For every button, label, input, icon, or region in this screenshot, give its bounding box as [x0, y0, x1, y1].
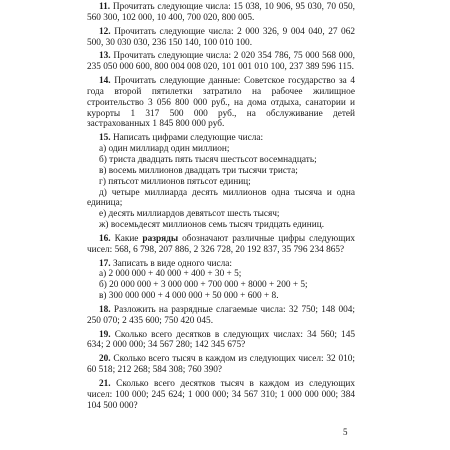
list-item: д) четыре миллиарда десять миллионов одна тысяча и одна единица; [87, 187, 355, 209]
problem-11 [87, 2, 355, 24]
page-content [87, 2, 355, 412]
problem-21 [87, 379, 355, 412]
problem-number: 19. [99, 329, 111, 340]
problem-number: 13. [99, 51, 111, 62]
problem-text: Прочитать следующие данные: Советское государство за 4 года второй пятилетки затратило на рабочее жилищное строительство 3 056 800 000 руб., на дома отдыха, санатории и курорты 1 317 500 000 руб., на обслуживание детей застрахованных 1 845 800 000 руб. [87, 76, 356, 130]
problem-text: Записать в виде одного числа: [112, 258, 232, 269]
problem-number: 20. [99, 354, 111, 365]
problem-text: Прочитать следующие числа: 2 000 326, 9 004 040, 27 062 500, 30 030 030, 236 150 140, 100 010 100. [87, 26, 355, 48]
problem-text: Прочитать следующие числа: 15 038, 10 906, 95 030, 70 050, 560 300, 102 000, 10 400, 700 020, 800 005. [87, 2, 355, 23]
list-item: в) 300 000 000 + 4 000 000 + 50 000 + 600 + 8. [99, 291, 279, 302]
problem-number: 11. [99, 2, 111, 12]
problem-text: Написать цифрами следующие числа: [112, 133, 264, 144]
problem-15 [87, 133, 355, 144]
problem-number: 15. [99, 133, 111, 144]
list-item: а) один миллиард один миллион; [99, 144, 230, 155]
list-item: б) триста двадцать пять тысяч шестьсот восемнадцать; [99, 154, 317, 165]
problem-bold-word: разряды [142, 233, 179, 244]
problem-number: 16. [99, 233, 111, 244]
problem-text: Прочитать следующие числа: 2 020 354 786, 75 000 568 000, 235 050 000 600, 800 004 008 020, 101 001 010 100, 237 389 596 115. [87, 51, 355, 73]
problem-text: Сколько всего десятков тысяч в каждом из следующих чисел: 100 000; 245 624; 1 000 000; 34 567 310; 1 000 000 000; 384 104 500 000? [87, 379, 356, 411]
problem-12 [87, 27, 355, 49]
problem-text: Разложить на разрядные слагаемые числа: 32 750; 148 004; 250 070; 2 435 600; 750 420 045. [87, 304, 356, 326]
list-item: е) десять миллиардов девятьсот шесть тысяч; [99, 209, 280, 220]
problem-number: 21. [99, 379, 111, 389]
list-item: г) пятьсот миллионов пятьсот единиц; [99, 176, 251, 187]
problem-number: 17. [99, 258, 111, 269]
problem-20 [87, 354, 355, 376]
page-number: 5 [343, 427, 348, 437]
problem-13 [87, 51, 355, 73]
problem-16 [87, 234, 355, 256]
problem-text: Сколько всего десятков в следующих числах: 34 560; 145 634; 2 000 000; 34 567 280; 142 345 675? [87, 329, 355, 351]
list-item: б) 20 000 000 + 3 000 000 + 700 000 + 8000 + 200 + 5; [99, 280, 308, 291]
problem-number: 12. [99, 26, 111, 37]
list-item: а) 2 000 000 + 40 000 + 400 + 30 + 5; [99, 269, 242, 280]
problem-text: обозначают различные цифры следующих чисел: 568, 6 798, 207 886, 2 326 728, 20 192 837, 35 796 234 865? [87, 233, 356, 255]
problem-number: 18. [99, 304, 111, 315]
problem-text: Сколько всего тысяч в каждом из следующих чисел: 32 010; 60 518; 212 268; 584 308; 760 390? [87, 354, 355, 376]
problem-17 [87, 259, 355, 270]
problem-18 [87, 305, 355, 327]
problem-19 [87, 330, 355, 352]
problem-text: Какие [114, 233, 139, 244]
problem-14 [87, 76, 355, 130]
list-item: в) восемь миллионов двадцать три тысячи триста; [99, 165, 298, 176]
list-item: ж) восемьдесят миллионов семь тысяч тридцать единиц. [99, 220, 325, 231]
problem-number: 14. [99, 76, 111, 87]
